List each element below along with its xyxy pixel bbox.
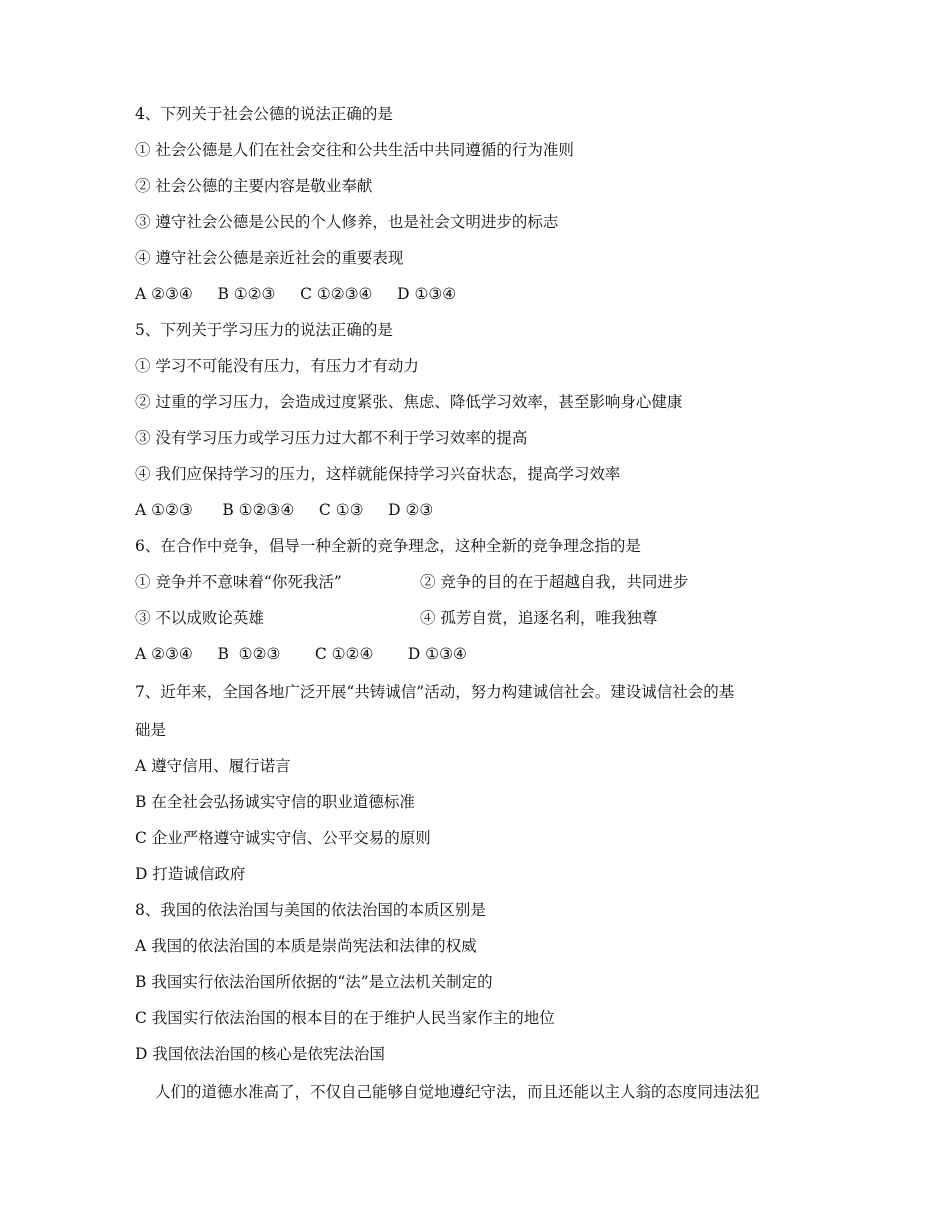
question-8-option-c: C 我国实行依法治国的根本目的在于维护人民当家作主的地位 bbox=[135, 1009, 555, 1027]
question-4-statement-1: ① 社会公德是人们在社会交往和公共生活中共同遵循的行为准则 bbox=[135, 141, 574, 159]
question-5-options: A ①②③ B ①②③④ C ①③ D ②③ bbox=[135, 501, 434, 519]
question-6-statement-2: ② 竞争的目的在于超越自我，共同进步 bbox=[420, 573, 689, 591]
question-6-stem: 6、在合作中竞争，倡导一种全新的竞争理念，这种全新的竞争理念指的是 bbox=[135, 537, 641, 555]
question-7-stem-line-2: 础是 bbox=[135, 721, 167, 739]
question-8-option-d: D 我国依法治国的核心是依宪法治国 bbox=[135, 1045, 385, 1063]
question-4-options: A ②③④ B ①②③ C ①②③④ D ①③④ bbox=[135, 285, 457, 303]
question-4-statement-3: ③ 遵守社会公德是公民的个人修养，也是社会文明进步的标志 bbox=[135, 213, 559, 231]
question-7-stem-line-1: 7、近年来，全国各地广泛开展“共铸诚信”活动，努力构建诚信社会。建设诚信社会的基 bbox=[135, 683, 735, 701]
question-6-statement-3: ③ 不以成败论英雄 bbox=[135, 609, 264, 627]
question-7-option-d: D 打造诚信政府 bbox=[135, 865, 246, 883]
question-5-statement-3: ③ 没有学习压力或学习压力过大都不利于学习效率的提高 bbox=[135, 429, 528, 447]
question-8-option-a: A 我国的依法治国的本质是崇尚宪法和法律的权威 bbox=[135, 937, 477, 955]
question-4-statement-2: ② 社会公德的主要内容是敬业奉献 bbox=[135, 177, 373, 195]
question-5-statement-2: ② 过重的学习压力，会造成过度紧张、焦虑、降低学习效率，甚至影响身心健康 bbox=[135, 393, 683, 411]
question-8-option-b: B 我国实行依法治国所依据的“法”是立法机关制定的 bbox=[135, 973, 493, 991]
question-8-stem: 8、我国的依法治国与美国的依法治国的本质区别是 bbox=[135, 901, 486, 919]
question-5-statement-1: ① 学习不可能没有压力，有压力才有动力 bbox=[135, 357, 419, 375]
passage-line-1: 人们的道德水准高了，不仅自己能够自觉地遵纪守法，而且还能以主人翁的态度同违法犯 bbox=[155, 1083, 760, 1101]
question-7-option-a: A 遵守信用、履行诺言 bbox=[135, 757, 291, 775]
question-5-stem: 5、下列关于学习压力的说法正确的是 bbox=[135, 321, 393, 339]
question-6-options: A ②③④ B ①②③ C ①②④ D ①③④ bbox=[135, 645, 467, 663]
question-5-statement-4: ④ 我们应保持学习的压力，这样就能保持学习兴奋状态，提高学习效率 bbox=[135, 465, 621, 483]
question-6-statement-1: ① 竞争并不意味着“你死我活” bbox=[135, 573, 342, 591]
question-6-statement-4: ④ 孤芳自赏，追逐名利，唯我独尊 bbox=[420, 609, 658, 627]
question-7-option-b: B 在全社会弘扬诚实守信的职业道德标准 bbox=[135, 793, 415, 811]
question-7-option-c: C 企业严格遵守诚实守信、公平交易的原则 bbox=[135, 829, 431, 847]
question-4-statement-4: ④ 遵守社会公德是亲近社会的重要表现 bbox=[135, 249, 404, 267]
question-4-stem: 4、下列关于社会公德的说法正确的是 bbox=[135, 105, 393, 123]
